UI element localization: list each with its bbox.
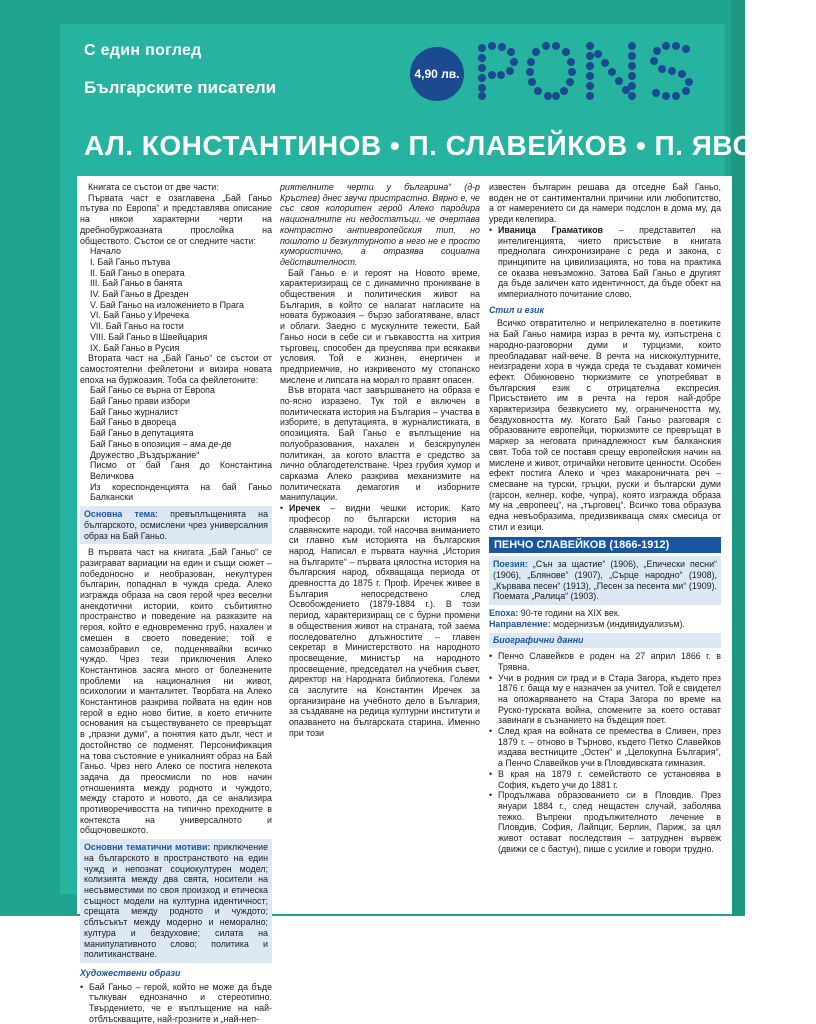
paragraph: В първата част на книгата „Бай Ганьо“ се разиграват вариации на един и същи сюжет – победоносно и необразован, некултурен българин, попаднал в чужда среда. Алеко изгражда образа на своя герой чрез веселни анекдотични истории, които събитиятно пространство и поведение на разказите на героя, който е едновременно груб, нахален и смешен в своето поведение; той е самозабравил се, подценявайки всичко чуждо. Чрез тези приключения Алеко Константинов засяга много от болезнените проблеми на националния ни живот, психологии и манталитет. Творбата на Алеко Константинов разкрива пойвата на един нов герой в едно ново битие, в което етичните основания на съществуването се превръщат в „празни думи“, а понятия като дълг, чест и достойнство се подменят. Персонификация на това състояние е уникалният образ на Бай Ганьо. Чрез него Алеко се постига нелекота задача да преосмисли по нов начин отношенията между родното и чуждото, между старото и новото, да се анализира противоречивостта на типично преходните в контекста на универсалното и общочовешкото.: [80, 547, 272, 836]
list-item: • Пенчо Славейков е роден на 27 април 1866 г. в Трявна.: [489, 651, 721, 672]
authors-heading: АЛ. КОНСТАНТИНОВ • П. СЛАВЕЙКОВ • П. ЯВОРОВ: [84, 130, 816, 161]
section-heading-images: Художествени образи: [80, 967, 181, 978]
list-item: Бай Ганьо в двореца: [90, 417, 177, 428]
author-heading-slaveykov: ПЕНЧО СЛАВЕЙКОВ (1866-1912): [489, 537, 721, 554]
paragraph: риятелните черти у българина“ (д-р Кръстев) днес звучи пристрастно. Вярно е, че със своя колоритен герой Алеко пародира националните ни недостатъци, че очертава контрастно антиевропейския тип, но пошлото и безкултурното в него не е просто хумористично, а отразява социална действителност.: [280, 182, 480, 267]
list-item: • След края на войната се премества в Сливен, през 1879 г. – отново в Търново, където Петко Славейков издава вестниците „Остен“ и „Целокупна България“, а Пенчо Славейков учи в Пловдивската гимназия.: [489, 726, 721, 769]
contents-list-2: [80, 385, 272, 503]
paragraph: Книгата се състои от две части:: [88, 182, 219, 192]
main-theme-text: превъплъщенията на българското, осмислени чрез универсалния образ на Бай Ганьо.: [84, 509, 269, 541]
direction-line: [489, 619, 721, 630]
paragraph: Всичко отвратително и неприлекателно в поетиките на Бай Ганьо намира израз в речта му, изпъстрена с народно-разговорни думи и турцизми, които преобладават най-вече. В речта на нискокултурните, неизградени хора в чужда среда те създават комичен ефект. Обикновено тюркизмите се употребяват в българския език с отрицателна експресия. Присъствието им в речта на героя най-добре характеризира безвкусието му, ограничеността му, бездуховността му. Когато Бай Ганьо разговаря с образованите европейци, тюркизмите се превръщат в маркер за неговата принадлежност към балканския свят. Тоба той се поставя срещу европейския начин на мислене и живот, отричайки неговите ценности. Особен ефект постига Алеко и чрез макароничната реч – смесване на турски, гръцки, руски и български думи (гарсон, келнер, кофе, чупра), която изгражда образа му на „европеец“, на „търговец“. Всичко това образува една невъобразима, предизвикваща смях смесица от стил и езици.: [489, 318, 721, 532]
ivanitsa-label: Иваница Граматиков: [498, 224, 603, 235]
list-item: VIII. Бай Ганьо в Швейцария: [90, 331, 208, 342]
characters-list: [280, 503, 480, 738]
column-3: [489, 182, 721, 854]
irechek-label: Иречек: [289, 503, 321, 514]
column-2: [280, 182, 480, 739]
list-item: Бай Ганьо се върна от Европа: [90, 385, 215, 396]
epoch-text: 90-те години на XIX век.: [520, 608, 621, 619]
list-item: • Учи в родния си град и в Стара Загора, където през 1876 г. баща му е назначен за учител. Той е свидетел на опожаряването на Стара Загора по време на Руско-турската война, спомените за което остават завинаги в съзнанието на бъдещия поет.: [489, 673, 721, 727]
list-item: Из кореспонденцията на бай Ганьо Балкански: [90, 481, 272, 503]
direction-label: Направление:: [489, 618, 551, 629]
pons-logo-text: PONS: [474, 40, 477, 41]
biography-list: [489, 651, 721, 854]
list-item: Дружество „Въздържание“: [90, 449, 200, 460]
list-item: Бай Ганьо прави избори: [90, 396, 191, 407]
list-item: Бай Ганьо журналист: [90, 406, 179, 417]
content-page: [77, 176, 732, 1024]
section-heading-biography: Биографични данни: [489, 633, 721, 648]
column-1: [80, 182, 272, 1024]
paragraph: Бай Ганьо е и героят на Новото време, характеризиращ се с динамично проникване в обществения и политическия живот на България, в който се налагат нагласите на новата буржоазия – бързо забогатяване, власт и облаги. Заедно с мускулните тежести, Бай Ганьо носи в себе си и гъвкавостта на хитрия търговец, способен да преуспява при всякакви условия. Той е жизнен, енергичен и предприемчив, но изкривеното му стопанско мислене и липсата на морал го правят опасен.: [280, 267, 480, 385]
list-item: VI. Бай Ганьо у Иречека: [90, 310, 190, 321]
ivanitsa-text: – представител на интелигенцията, чието присъствие в книгата преднолага синхронизиране с реда и закона, с принципите на цивилизацията, но това на практика се оказва невъзможно. Затова Бай Ганьо е другият да бъде заличен като идентичност, да бъде обект на империалното почитание слово.: [498, 224, 721, 300]
characters-list-2: [489, 225, 721, 300]
motives-box: [80, 839, 272, 963]
main-theme-box: [80, 506, 272, 544]
list-item: IX. Бай Ганьо в Русия: [90, 342, 180, 353]
list-item: II. Бай Ганьо в операта: [90, 267, 185, 278]
main-theme-label: Основна тема:: [84, 509, 159, 520]
epoch-label: Епоха:: [489, 608, 519, 619]
list-item: Начало: [90, 246, 121, 257]
list-item: III. Бай Ганьо в банята: [90, 278, 183, 289]
list-item: • В края на 1879 г. семейството се установява в София, където учи до 1881 г.: [489, 769, 721, 790]
images-list: [80, 982, 272, 1024]
epoch-line: [489, 608, 721, 619]
poetry-text: „Сън за щастие“ (1906), „Епически песни“ (1906), „Блянове“ (1907), „Сърце народно“ (1908), „Кървава песен“ (1913), „Песен за песента ми“ (1909). Поемата „Ралица“ (1903).: [493, 559, 717, 602]
list-item: IV. Бай Ганьо в Дрезден: [90, 289, 189, 300]
book-title: Българските писатели: [84, 78, 277, 97]
paragraph: Втората част на „Бай Ганьо“ се състои от самостоятелни фейлетони и визира новата епоха на буржоазия. Тоба са фейлетоните:: [80, 353, 272, 385]
list-item: • Бай Ганьо – герой, който не може да бъде тълкуван еднозначно и стереотипно. Твърдението, че е въплъщение на най-отблъскващите, най-грозните и „най-неп-: [80, 982, 272, 1024]
list-item: [280, 503, 480, 738]
list-item: Бай Ганьо в опозиция – ама де-де: [90, 438, 232, 449]
price-badge: 4,90 лв.: [410, 47, 464, 101]
list-item: I. Бай Ганьо пътува: [90, 256, 171, 267]
paragraph: Първата част е озаглавена „Бай Ганьо пътува по Европа“ и представлява описание на някои характерни черти на дребнобуржоазната прослойка на обществото. Състои се от следните части:: [80, 192, 272, 246]
pons-logo: [474, 40, 724, 102]
section-heading-style: Стил и език: [489, 304, 544, 315]
direction-text: модернизъм (индивидуализъм).: [553, 618, 685, 629]
list-item: VII. Бай Ганьо на гости: [90, 321, 184, 332]
pons-logo-dots: [478, 42, 693, 100]
motives-label: Основни тематични мотиви:: [84, 842, 211, 853]
poetry-label: Поезия:: [493, 559, 528, 570]
motives-text: приключение на българското в пространството на един чужд и непознат социокултурен модел; колизията между два свята, носители на несъвместими по своя произход и етическа същност модели на културна идентичност; срещата между родното и чуждото; сблъсъкът между модерно и неморално; културa и бездуховие; силата на манипулативното слово; политика и политиканстване.: [84, 842, 269, 960]
contents-list-1: [80, 246, 272, 353]
list-item: Бай Ганьо в депутацията: [90, 428, 194, 439]
series-title: С един поглед: [84, 42, 202, 59]
irechek-text: – видни чешки историк. Като професор по български история на славянските народи, той насочва вниманието си главно към историята на българския народ. Написал е първата научна „История на българите“ – първата цялостна история на българския народ, обхващаща периода от древността до 1875 г. Проф. Иречек живее в България непосредствено след Освобождението (1879-1884 г.). В този период, характеризиращ се с бурни промени в обществения живот на страната, той заема последователно длъжностите – главен секретар в Министерството на народното просвещение, министър на народното просвещение, председател на учебния съвет, директор на Народната библиотека. Големи са заслугите на Константин Иречек за организиране на учебното дело в България, за създаване на редица културни институти и опазването на българската старина. Именно при този: [289, 503, 480, 738]
paragraph: Във втората част завършването на образа е по-ясно изразено. Тук той е включен в политическата история на България – участва в изборите, в депутацията, в журналистиката, в опозицията. Бай Ганьо е въплъщение на полуобразования, нахален и безскрупулен политикан, за когото властта е средство за лично облагодетелстване. Чрез грубия хумор и сарказма Алеко разкрива механизмите на политическата демагогия и изборните манипулации.: [280, 385, 480, 503]
poetry-box: [489, 556, 721, 605]
list-item: [489, 225, 721, 300]
list-item: • Продължава образованието си в Пловдив. През януари 1884 г., след нещастен случай, заболява тежко. Въпреки продължителното лечение в Пловдив, София, Лайпциг, Берлин, Париж, за цял живот остават последствия – затруднен вървеж (движи се с бастун), пише с усилие и говори трудно.: [489, 790, 721, 854]
list-item: V. Бай Ганьо на изложението в Прага: [90, 299, 244, 310]
paragraph: известен българин решава да отседне Бай Ганьо, воден не от сантиментални причини или любопитство, а от намерението си да намери подслон в дома му, да уреди келепира.: [489, 182, 721, 225]
list-item: Писмо от бай Ганя до Константина Величкова: [90, 460, 272, 481]
